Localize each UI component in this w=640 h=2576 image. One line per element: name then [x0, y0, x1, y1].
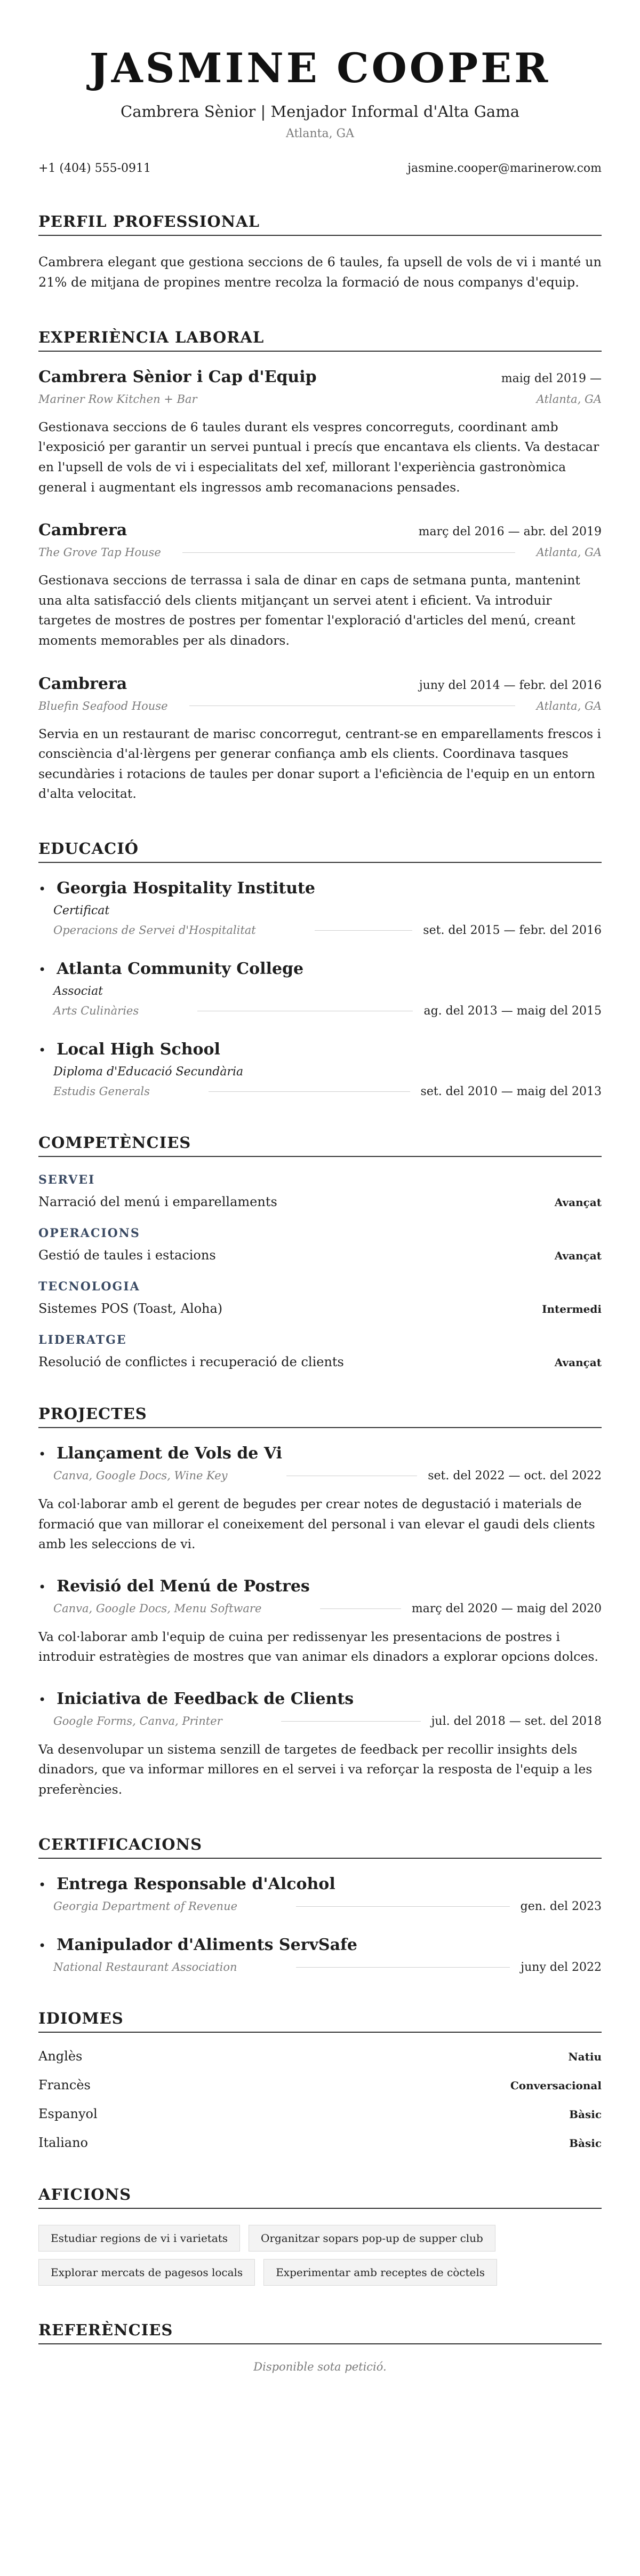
- skill-name: Sistemes POS (Toast, Aloha): [38, 1301, 223, 1316]
- project-item: [38, 1444, 602, 1555]
- project-name: Revisió del Menú de Postres: [57, 1576, 310, 1596]
- project-dates: jul. del 2018 — set. del 2018: [431, 1714, 602, 1728]
- language-level: Natiu: [568, 2050, 602, 2063]
- skill-group: [38, 1333, 602, 1369]
- skill-level: Avançat: [554, 1249, 602, 1262]
- school-name: Atlanta Community College: [57, 959, 304, 978]
- candidate-headline: Cambrera Sènior | Menjador Informal d'Alta Gama: [121, 102, 519, 121]
- degree: Certificat: [53, 903, 110, 917]
- job-company: Mariner Row Kitchen + Bar: [38, 392, 197, 406]
- divider: [296, 1967, 510, 1968]
- job-dates: maig del 2019 —: [501, 371, 602, 385]
- project-item: [38, 1577, 602, 1667]
- skill-category: LIDERATGE: [38, 1333, 127, 1347]
- job-company: Bluefin Seafood House: [38, 699, 168, 712]
- references-note: Disponible sota petició.: [253, 2360, 387, 2373]
- resume-header: [38, 44, 602, 175]
- section-title-skills: COMPETÈNCIES: [38, 1134, 602, 1157]
- job-title: Cambrera: [38, 521, 127, 540]
- section-title-education: EDUCACIÓ: [38, 839, 602, 863]
- job-description: Gestionava seccions de 6 taules durant els vespres concorreguts, coordinant amb l'exposició per garantir un servei puntual i precís que encantava els clients. Va destacar en l'upsell de vols de vi i especialitats del xef, millorant l'experiència gastronòmica general i augmentant els ingressos amb recomanacions pensades.: [38, 419, 599, 495]
- education-list: [38, 879, 602, 1098]
- project-description: Va desenvolupar un sistema senzill de targetes de feedback per recollir insights dels dinadors, que va informar millores en el servei i va reforçar la resposta de l'equip a les preferències.: [38, 1741, 593, 1797]
- candidate-name: JASMINE COOPER: [89, 44, 551, 92]
- experience-item: [38, 675, 602, 804]
- divider: [182, 552, 515, 553]
- job-description: Servia en un restaurant de marisc concorregut, centrant-se en emparellaments frescos i consciència d'al·lèrgens per generar confiança amb els clients. Coordinava tasques secundàries i rotacions de taules per donar suport a l'eficiència de l'equip en un entorn d'alta velocitat.: [38, 726, 602, 802]
- education-item: [38, 960, 602, 1018]
- degree: Diploma d'Educació Secundària: [53, 1065, 244, 1079]
- skill-category: TECNOLOGIA: [38, 1279, 140, 1294]
- bullet-icon: •: [38, 1446, 46, 1462]
- project-dates: març del 2020 — maig del 2020: [411, 1602, 602, 1615]
- bullet-icon: •: [38, 881, 46, 897]
- section-title-languages: IDIOMES: [38, 2009, 602, 2033]
- bullet-icon: •: [38, 1579, 46, 1595]
- project-tools: Canva, Google Docs, Menu Software: [53, 1602, 262, 1615]
- section-title-hobbies: AFICIONS: [38, 2185, 602, 2209]
- certification-item: [38, 1875, 602, 1913]
- job-title: Cambrera Sènior i Cap d'Equip: [38, 367, 317, 386]
- language-name: Espanyol: [38, 2106, 98, 2121]
- contact-row: [38, 162, 602, 175]
- skill-level: Avançat: [554, 1195, 602, 1209]
- skill-name: Narració del menú i emparellaments: [38, 1194, 277, 1209]
- skill-name: Resolució de conflictes i recuperació de clients: [38, 1354, 344, 1369]
- language-level: Conversacional: [510, 2079, 602, 2092]
- section-title-profile: PERFIL PROFESSIONAL: [38, 212, 602, 236]
- language-item: [38, 2049, 602, 2064]
- field-of-study: Arts Culinàries: [53, 1004, 139, 1018]
- job-location: Atlanta, GA: [536, 546, 602, 559]
- language-name: Italiano: [38, 2135, 88, 2150]
- language-name: Anglès: [38, 2048, 83, 2064]
- education-dates: set. del 2010 — maig del 2013: [420, 1084, 602, 1098]
- section-title-projects: PROJECTES: [38, 1405, 602, 1428]
- certification-date: juny del 2022: [521, 1960, 602, 1974]
- certification-date: gen. del 2023: [520, 1899, 602, 1913]
- certification-name: Entrega Responsable d'Alcohol: [57, 1874, 335, 1893]
- section-title-experience: EXPERIÈNCIA LABORAL: [38, 328, 602, 352]
- education-dates: ag. del 2013 — maig del 2015: [423, 1004, 602, 1018]
- divider: [281, 1721, 421, 1722]
- bullet-icon: •: [38, 1877, 46, 1892]
- certification-name: Manipulador d'Aliments ServSafe: [57, 1935, 358, 1954]
- skills-list: [38, 1173, 602, 1369]
- degree: Associat: [53, 984, 103, 998]
- field-of-study: Estudis Generals: [53, 1085, 150, 1098]
- skill-group: [38, 1173, 602, 1209]
- language-level: Bàsic: [569, 2107, 602, 2121]
- experience-item: [38, 521, 602, 651]
- divider: [315, 930, 413, 931]
- field-of-study: Operacions de Servei d'Hospitalitat: [53, 924, 256, 937]
- skill-group: [38, 1226, 602, 1263]
- profile-summary: Cambrera elegant que gestiona seccions de 6 taules, fa upsell de vols de vi i manté un 21% de mitjana de propines mentre recolza la formació de nous companys d'equip.: [38, 255, 602, 290]
- language-level: Bàsic: [569, 2136, 602, 2150]
- language-item: [38, 2106, 602, 2121]
- project-name: Iniciativa de Feedback de Clients: [57, 1689, 354, 1708]
- experience-list: [38, 368, 602, 804]
- job-location: Atlanta, GA: [536, 392, 602, 406]
- project-description: Va col·laborar amb el gerent de begudes per crear notes de degustació i materials de formació que van millorar el coneixement del personal i van elevar el gaudi dels clients amb les seleccions de vi.: [38, 1496, 595, 1552]
- section-title-certifications: CERTIFICACIONS: [38, 1835, 602, 1859]
- certification-item: [38, 1936, 602, 1974]
- hobby-chip: Experimentar amb receptes de còctels: [263, 2259, 497, 2286]
- bullet-icon: •: [38, 1042, 46, 1058]
- candidate-location: Atlanta, GA: [285, 127, 355, 140]
- job-dates: juny del 2014 — febr. del 2016: [419, 678, 602, 692]
- hobbies-list: [38, 2225, 602, 2286]
- language-name: Francès: [38, 2077, 91, 2092]
- projects-list: [38, 1444, 602, 1800]
- project-name: Llançament de Vols de Vi: [57, 1444, 282, 1463]
- skill-group: [38, 1280, 602, 1316]
- section-title-references: REFERÈNCIES: [38, 2321, 602, 2344]
- skill-level: Avançat: [554, 1356, 602, 1369]
- project-description: Va col·laborar amb l'equip de cuina per redissenyar les presentacions de postres i introduir estratègies de mostres que van animar els dinadors a explorar opcions dolces.: [38, 1629, 598, 1665]
- email-address[interactable]: jasmine.cooper@marinerow.com: [407, 162, 602, 175]
- bullet-icon: •: [38, 1938, 46, 1953]
- job-title: Cambrera: [38, 674, 127, 693]
- hobby-chip: Organitzar sopars pop-up de supper club: [249, 2225, 495, 2252]
- divider: [209, 1091, 410, 1092]
- job-company: The Grove Tap House: [38, 546, 161, 559]
- divider: [320, 1608, 401, 1609]
- project-item: [38, 1690, 602, 1800]
- skill-category: SERVEI: [38, 1172, 95, 1187]
- hobby-chip: Explorar mercats de pagesos locals: [38, 2259, 255, 2286]
- certification-issuer: Georgia Department of Revenue: [53, 1900, 238, 1913]
- education-dates: set. del 2015 — febr. del 2016: [423, 923, 602, 937]
- project-dates: set. del 2022 — oct. del 2022: [428, 1469, 602, 1483]
- certification-issuer: National Restaurant Association: [53, 1961, 237, 1974]
- experience-item: [38, 368, 602, 497]
- bullet-icon: •: [38, 1692, 46, 1707]
- skill-name: Gestió de taules i estacions: [38, 1247, 216, 1263]
- phone-number[interactable]: +1 (404) 555-0911: [38, 162, 151, 175]
- hobby-chip: Estudiar regions de vi i varietats: [38, 2225, 240, 2252]
- certifications-list: [38, 1875, 602, 1974]
- project-tools: Google Forms, Canva, Printer: [53, 1715, 222, 1728]
- job-dates: març del 2016 — abr. del 2019: [418, 525, 602, 539]
- skill-level: Intermedi: [542, 1302, 602, 1315]
- school-name: Local High School: [57, 1040, 220, 1059]
- language-item: [38, 2078, 602, 2092]
- job-location: Atlanta, GA: [536, 699, 602, 712]
- divider: [296, 1906, 510, 1907]
- school-name: Georgia Hospitality Institute: [57, 878, 315, 898]
- skill-category: OPERACIONS: [38, 1226, 140, 1240]
- language-item: [38, 2135, 602, 2150]
- education-item: [38, 879, 602, 937]
- bullet-icon: •: [38, 962, 46, 977]
- job-description: Gestionava seccions de terrassa i sala de dinar en caps de setmana punta, mantenint una alta satisfacció dels clients mitjançant un servei atent i eficient. Va introduir targetes de mostres de postres per fomentar l'exploració d'articles del menú, creant moments memorables per als dinadors.: [38, 573, 580, 648]
- education-item: [38, 1040, 602, 1098]
- languages-list: [38, 2049, 602, 2150]
- project-tools: Canva, Google Docs, Wine Key: [53, 1469, 228, 1483]
